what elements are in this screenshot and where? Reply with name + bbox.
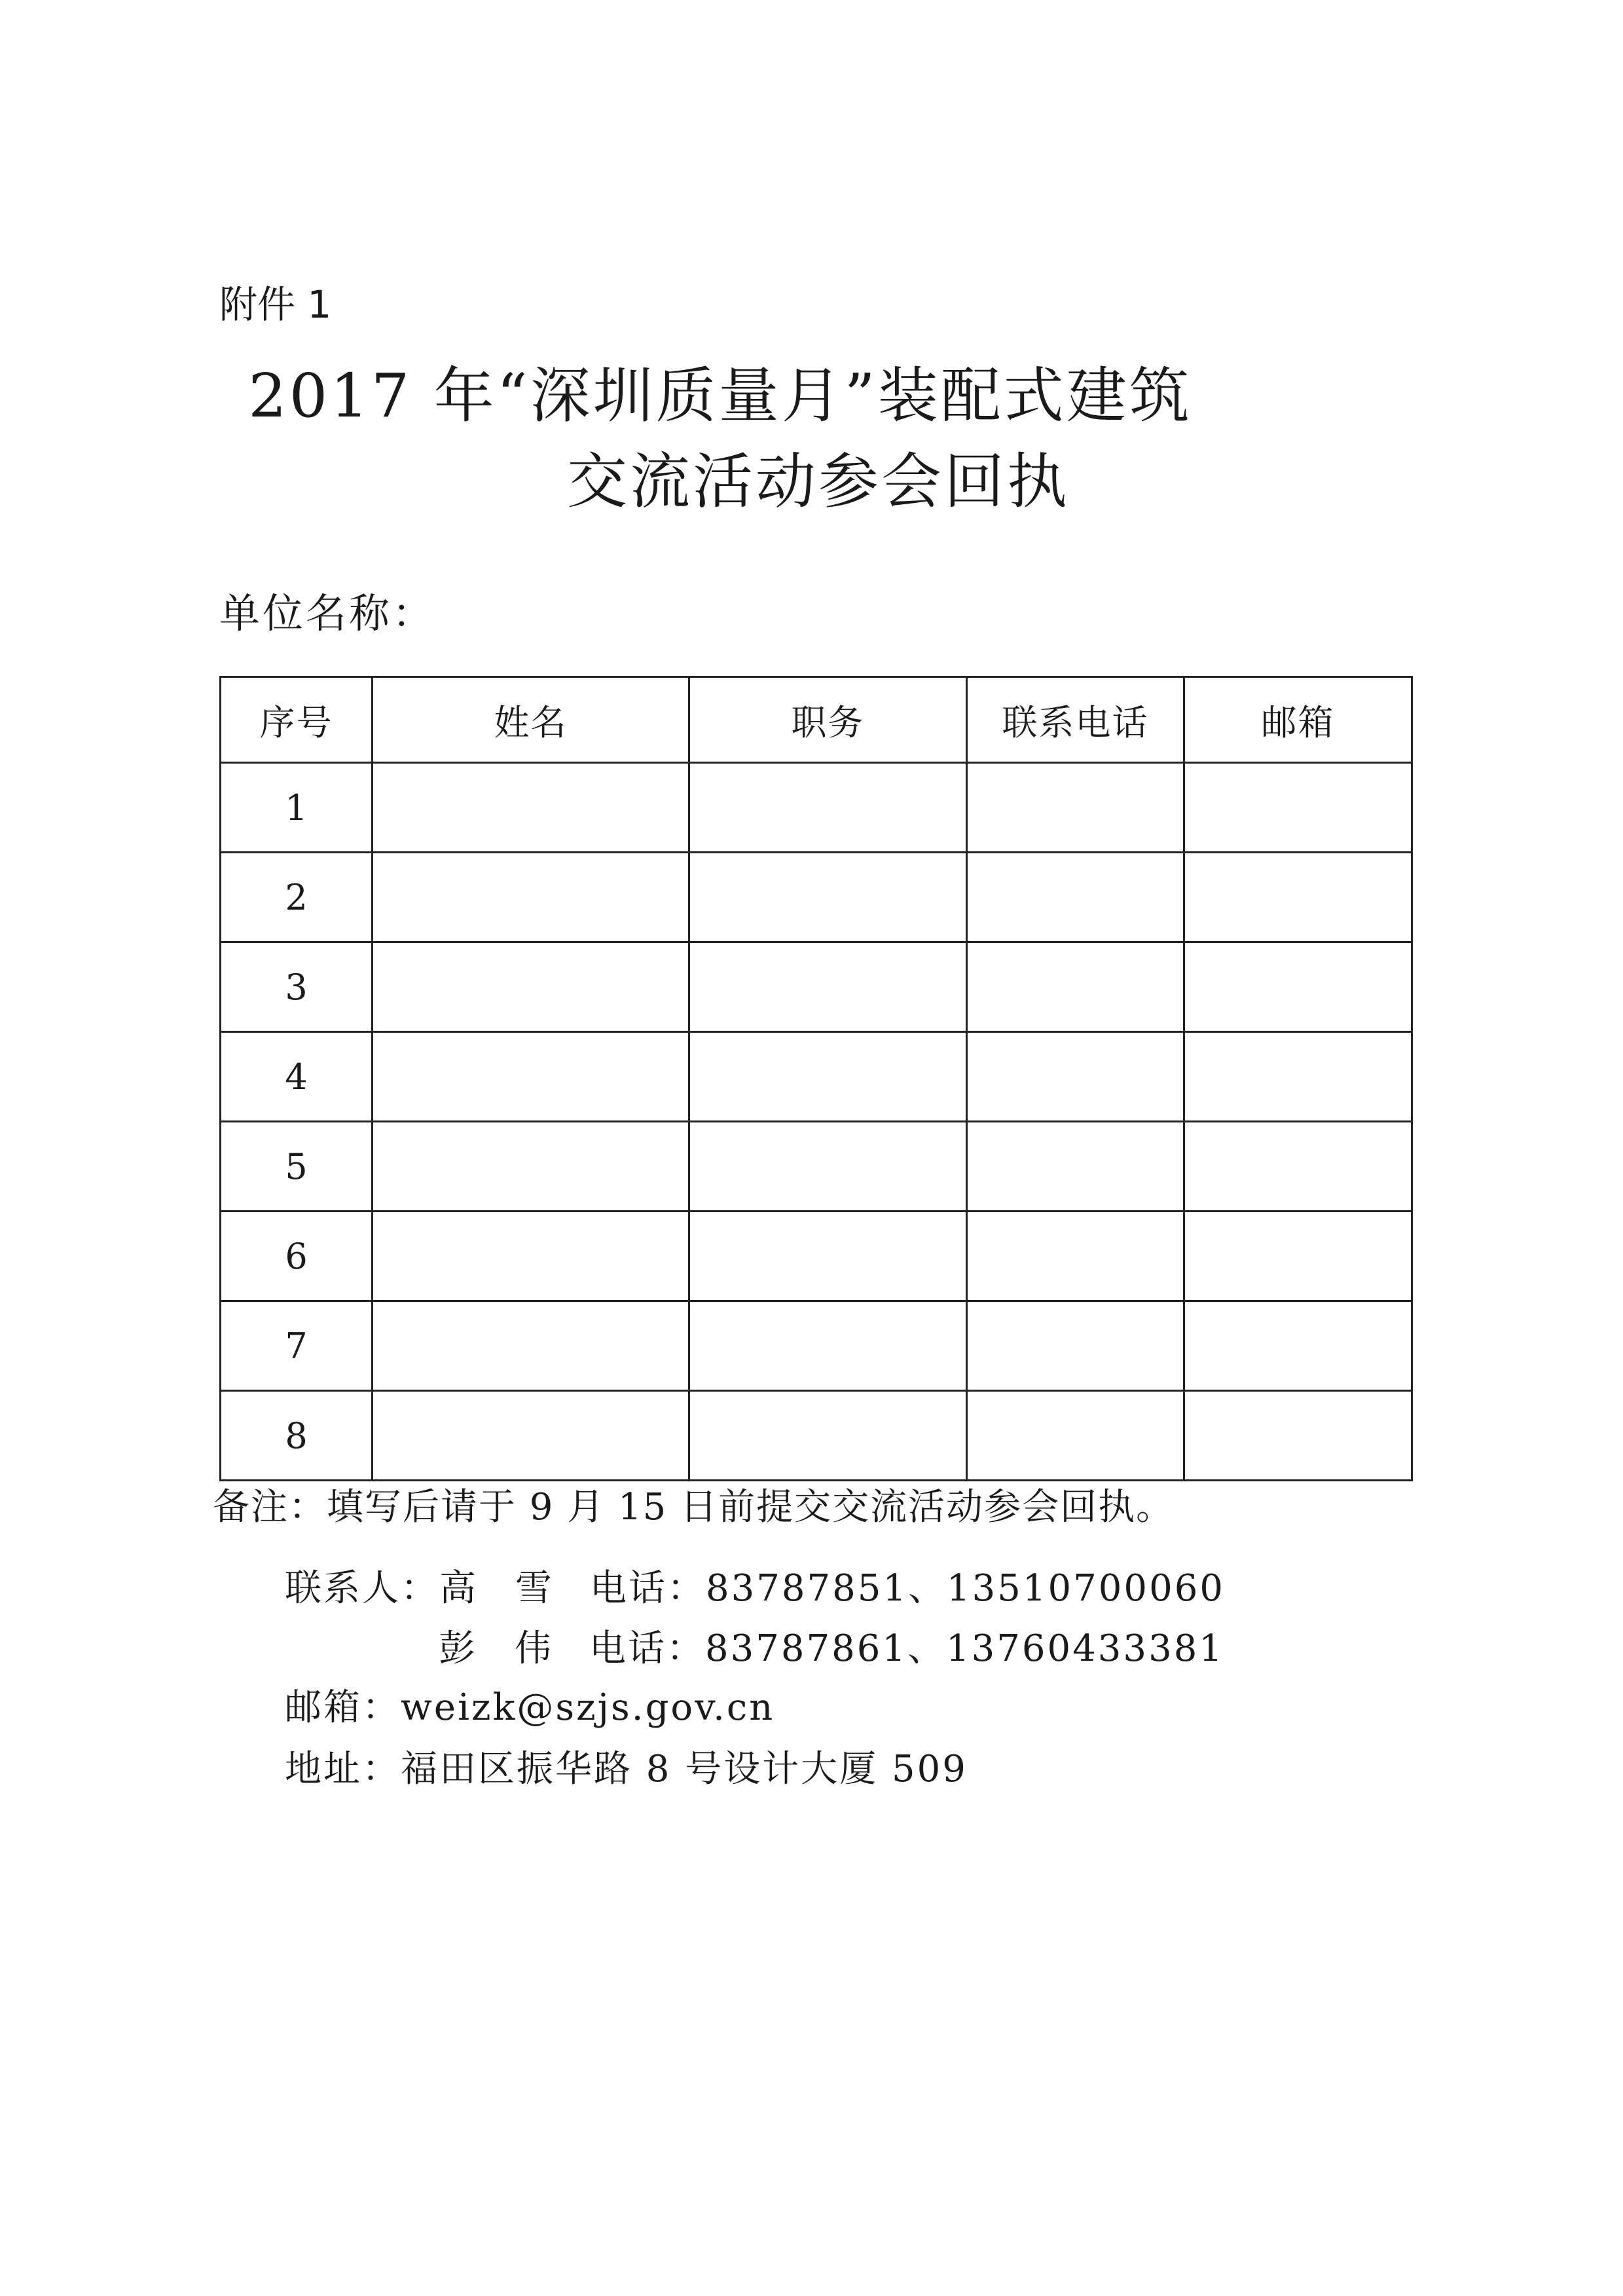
header-index: 序号: [221, 677, 373, 763]
table-row: [221, 763, 1412, 853]
address-line: [285, 1743, 968, 1796]
phone-cell[interactable]: [967, 1391, 1184, 1481]
name-cell[interactable]: [373, 853, 689, 942]
row-index: 5: [221, 1122, 373, 1212]
row-index: 8: [221, 1391, 373, 1481]
contact-name: 高雪: [439, 1567, 591, 1610]
table-row: [221, 942, 1412, 1032]
name-cell[interactable]: [373, 942, 689, 1032]
email-cell[interactable]: [1184, 1032, 1412, 1122]
position-cell[interactable]: [689, 1391, 967, 1481]
phone-cell[interactable]: [967, 1301, 1184, 1391]
address-label: 地址：: [285, 1748, 401, 1790]
table-row: [221, 1301, 1412, 1391]
name-cell[interactable]: [373, 1032, 689, 1122]
table-row: [221, 1391, 1412, 1481]
document-title-line-1: 2017 年“深圳质量月”装配式建筑: [248, 361, 1192, 431]
name-cell[interactable]: [373, 763, 689, 853]
phone-cell[interactable]: [967, 763, 1184, 853]
email-cell[interactable]: [1184, 1212, 1412, 1301]
email-cell[interactable]: [1184, 1391, 1412, 1481]
header-email: 邮箱: [1184, 677, 1412, 763]
name-cell[interactable]: [373, 1301, 689, 1391]
phone-label: 电话：: [590, 1567, 706, 1610]
unit-name-label: 单位名称：: [219, 589, 436, 637]
email-label: 邮箱：: [285, 1686, 401, 1729]
table-row: [221, 853, 1412, 942]
email-cell[interactable]: [1184, 1122, 1412, 1212]
phone-cell[interactable]: [967, 853, 1184, 942]
contact-phones: 83787861、13760433381: [705, 1627, 1224, 1670]
row-index: 1: [221, 763, 373, 853]
row-index: 4: [221, 1032, 373, 1122]
contact-label: 联系人：: [285, 1567, 439, 1610]
registration-table: [219, 676, 1413, 1481]
contact-name: 彭伟: [439, 1627, 591, 1670]
phone-cell[interactable]: [967, 942, 1184, 1032]
name-cell[interactable]: [373, 1391, 689, 1481]
row-index: 6: [221, 1212, 373, 1301]
table-row: [221, 1212, 1412, 1301]
phone-cell[interactable]: [967, 1032, 1184, 1122]
email-cell[interactable]: [1184, 942, 1412, 1032]
table-header-row: [221, 677, 1412, 763]
contact-line-2: [285, 1623, 1224, 1675]
phone-label: 电话：: [589, 1627, 705, 1670]
table-row: [221, 1122, 1412, 1212]
document-title-line-2: 交流活动参会回执: [566, 447, 1070, 517]
table-row: [221, 1032, 1412, 1122]
phone-cell[interactable]: [967, 1122, 1184, 1212]
position-cell[interactable]: [689, 1032, 967, 1122]
attachment-label: 附件 1: [219, 282, 332, 327]
email-cell[interactable]: [1184, 853, 1412, 942]
row-index: 3: [221, 942, 373, 1032]
name-cell[interactable]: [373, 1212, 689, 1301]
position-cell[interactable]: [689, 1212, 967, 1301]
email-address: weizk@szjs.gov.cn: [401, 1686, 775, 1729]
position-cell[interactable]: [689, 942, 967, 1032]
header-phone: 联系电话: [967, 677, 1184, 763]
position-cell[interactable]: [689, 763, 967, 853]
position-cell[interactable]: [689, 853, 967, 942]
email-line: [285, 1682, 775, 1734]
email-cell[interactable]: [1184, 763, 1412, 853]
position-cell[interactable]: [689, 1301, 967, 1391]
row-index: 2: [221, 853, 373, 942]
row-index: 7: [221, 1301, 373, 1391]
header-position: 职务: [689, 677, 967, 763]
email-cell[interactable]: [1184, 1301, 1412, 1391]
position-cell[interactable]: [689, 1122, 967, 1212]
contact-phones: 83787851、13510700060: [706, 1567, 1225, 1610]
contact-line-1: [285, 1563, 1225, 1615]
phone-cell[interactable]: [967, 1212, 1184, 1301]
name-cell[interactable]: [373, 1122, 689, 1212]
address-value: 福田区振华路 8 号设计大厦 509: [401, 1748, 968, 1790]
remark-note: 备注：填写后请于 9 月 15 日前提交交流活动参会回执。: [213, 1486, 1175, 1528]
header-name: 姓名: [373, 677, 689, 763]
